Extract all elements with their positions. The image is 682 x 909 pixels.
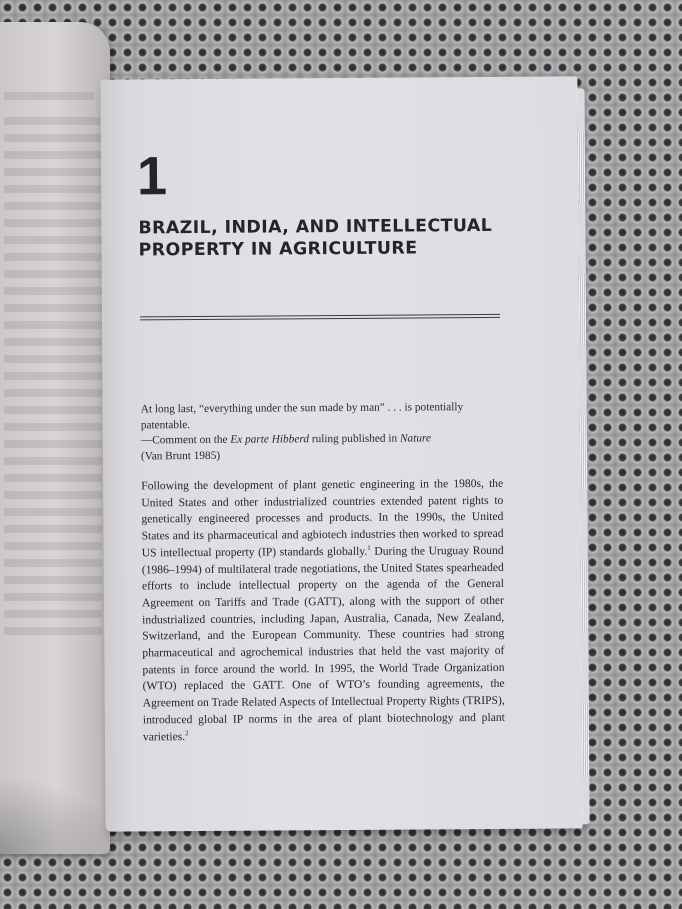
footnote-ref-2: 2 xyxy=(185,728,189,737)
page-edge xyxy=(577,88,589,824)
epigraph xyxy=(141,400,501,465)
chapter-title: BRAZIL, INDIA, AND INTELLECTUAL PROPERTY IN AGRICULTURE xyxy=(138,215,493,261)
epigraph-citation: (Van Brunt 1985) xyxy=(140,449,221,462)
journal-name: Nature xyxy=(399,432,431,445)
left-page xyxy=(0,22,110,854)
case-name: Ex parte Hibberd xyxy=(230,433,310,446)
body-paragraph: Following the development of plant genetic engineering in the 1980s, the United States and other industrialized countries extended patent rights to genetically engineered processes and products. In the 1990s, the United States and its pharmaceutical and agbiotech industries then worked to spread US intellectual property (IP) standards globally.$^1$ During the Uruguay Round (1986–1994) of multilateral trade negotiations, the United States spearheaded efforts to include intellectual property on the agenda of the General Agreement on Tariffs and Trade (GATT), along with the support of other industrialized countries, including Japan, Australia, Canada, New Zealand, Switzerland, and the European Community. These countries had strong pharmaceutical and agrochemical industries that held the vast majority of patents in force around the world. In 1995, the World Trade Organization (WTO) replaced the GATT. One of WTO’s founding agreements, the Agreement on Trade Related Aspects of Intellectual Property Rights (TRIPS), introduced global IP norms in the area of plant biotechnology and plant varieties.$^2$ xyxy=(141,476,505,743)
book-page xyxy=(100,76,582,831)
epigraph-attribution: —Comment on the Ex parte Hibberd ruling published in Nature xyxy=(140,432,431,447)
footnote-ref-1: 1 xyxy=(367,543,371,552)
chapter-rule xyxy=(140,314,500,321)
chapter-number: 1 xyxy=(136,146,168,207)
epigraph-quote: At long last, “everything under the sun made by man” . . . is potentially patentable. xyxy=(140,401,464,431)
